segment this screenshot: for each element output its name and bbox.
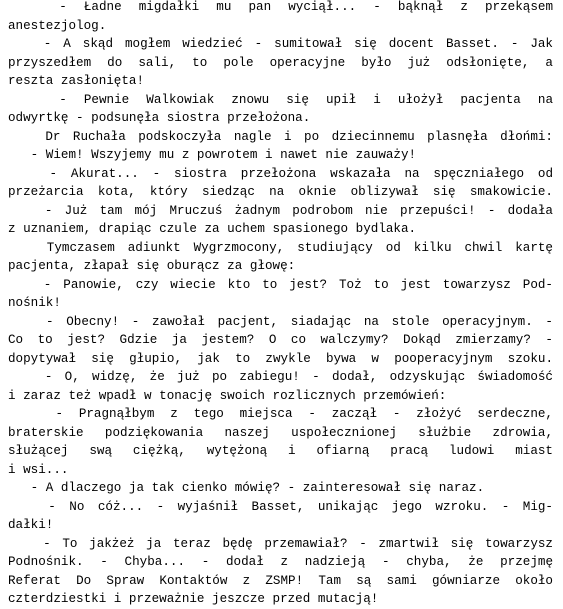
text-line: - Akurat... - siostra przełożona wskazała na spęczniałego od — [8, 166, 553, 181]
text-line: anestezjolog. — [8, 18, 107, 33]
text-line: nośnik! — [8, 296, 61, 310]
text-line: Referat Do Spraw Kontaktów z ZSMP! Tam są sami gówniarze około — [8, 573, 553, 588]
text-line: Co to jest? Gdzie ja jestem? O co walczymy? Dokąd zmierzamy? - — [8, 333, 553, 347]
text-line: - Pewnie Walkowiak znowu się upił i ułożył pacjenta na — [8, 92, 553, 107]
text-line: przyszedłem do sali, to pole operacyjne było już odsłonięte, a — [8, 55, 553, 70]
text-line: - To jakżeż ja teraz będę przemawiał? - zmartwił się towarzysz — [8, 536, 553, 551]
text-line: i wsi... — [8, 462, 69, 477]
text-line: Podnośnik. - Chyba... - dodał z nadzieją - chyba, że przejmę — [8, 555, 553, 569]
text-line: czterdziestki i przeważnie jeszcze przed mutacją! — [8, 592, 379, 606]
text-line: dałki! — [8, 518, 54, 532]
text-line: pacjenta, złapał się oburącz za głowę: — [8, 259, 296, 273]
text-line: - Obecny! - zawołał pacjent, siadając na stole operacyjnym. - — [8, 314, 553, 329]
text-line: Tymczasem adiunkt Wygrzmocony, studiujący od kilku chwil kartę — [8, 240, 553, 255]
text-line: z uznaniem, drapiąc czule za uchem spasionego bydlaka. — [8, 222, 417, 236]
text-line: przeżarcia kota, który siedząc na oknie oblizywał się smakowicie. — [8, 185, 553, 199]
text-line: braterskie podziękowania naszej uspołecznionej służbie zdrowia, — [8, 425, 553, 440]
text-line: - A dlaczego ja tak cienko mówię? - zainteresował się naraz. — [8, 481, 485, 495]
text-line: i zaraz też wpadł w tonację swoich rozlicznych przemówień: — [8, 388, 447, 403]
text-line: - O, widzę, że już po zabiegu! - dodał, odzyskując świadomość — [8, 370, 553, 384]
text-line: - A skąd mogłem wiedzieć - sumitował się docent Basset. - Jak — [8, 37, 553, 51]
text-line: - Pragnąłbym z tego miejsca - zaczął - złożyć serdeczne, — [8, 407, 553, 421]
text-line: - Już tam mój Mruczuś żadnym podrobom nie przepuści! - dodała — [8, 203, 553, 218]
text-line: - Ładne migdałki mu pan wyciął... - bąknął z przekąsem — [8, 0, 553, 14]
text-line: - Wiem! Wszyjemy mu z powrotem i nawet nie zauważy! — [8, 148, 417, 162]
text-line: - No cóż... - wyjaśnił Basset, unikając jego wzroku. - Mig- — [8, 499, 553, 514]
text-line: służącej swą ciężką, wytężoną i ofiarną pracą ludowi miast — [8, 444, 553, 458]
text-line: Dr Ruchała podskoczyła nagle i po dziecinnemu plasnęła dłońmi: — [8, 129, 553, 144]
text-line: - Panowie, czy wiecie kto to jest? Toż to jest towarzysz Pod- — [8, 277, 553, 292]
text-line: dopytywał się głupio, jak to zwykle bywa w pooperacyjnym szoku. — [8, 351, 553, 366]
document-text — [8, 0, 553, 609]
text-line: odwyrtkę - podsunęła siostra przełożona. — [8, 111, 311, 125]
text-line: reszta zasłonięta! — [8, 74, 145, 88]
